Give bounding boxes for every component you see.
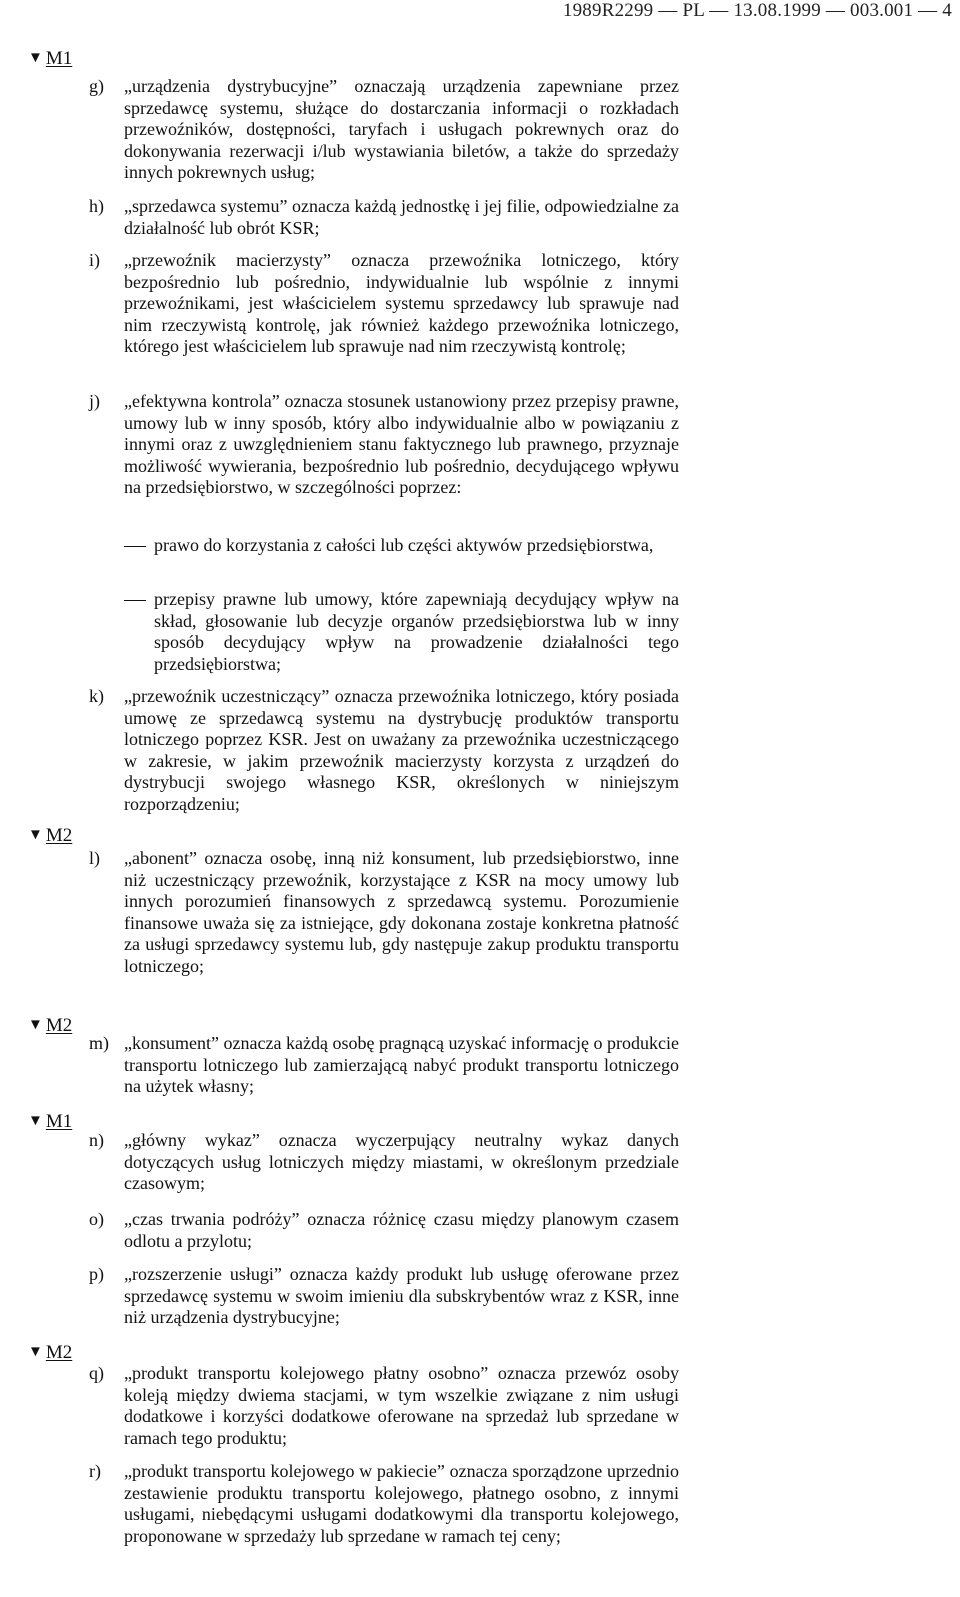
definition-item-p — [89, 1264, 679, 1329]
amendment-marker-m2[interactable] — [28, 1342, 72, 1364]
triangle-down-icon: ▼ — [28, 1113, 43, 1129]
item-text: „konsument” oznacza każdą osobę pragnącą uzyskać informację o produkcie transportu lotniczego lub zamierzającą nabyć produkt transportu lotniczego na użytek własny; — [124, 1033, 679, 1096]
item-letter: g) — [89, 76, 104, 96]
item-text: „rozszerzenie usługi” oznacza każdy produkt lub usługę oferowane przez sprzedawcę systemu w swoim imieniu dla subskrybentów wraz z KSR, inne niż urządzenia dystrybucyjne; — [124, 1264, 679, 1327]
amendment-marker-m1[interactable] — [28, 1111, 72, 1133]
definition-item-q — [89, 1363, 679, 1449]
triangle-down-icon: ▼ — [28, 1017, 43, 1033]
marker-label: M1 — [45, 48, 73, 69]
sub-item-text: przepisy prawne lub umowy, które zapewniają decydujący wpływ na skład, głosowanie lub decyzje organów przedsiębiorstwa lub w inny sposób decydujący wpływ na prowadzenie działalności tego przedsiębiorstwa; — [154, 589, 679, 674]
definition-item-m — [89, 1033, 679, 1098]
item-letter: p) — [89, 1264, 104, 1284]
marker-label: M2 — [45, 825, 73, 846]
item-text: „czas trwania podróży” oznacza różnicę czasu między planowym czasem odlotu a przylotu; — [124, 1209, 679, 1251]
definition-item-o — [89, 1209, 679, 1252]
triangle-down-icon: ▼ — [28, 50, 43, 66]
definition-item-g — [89, 76, 679, 184]
marker-label: M1 — [45, 1111, 73, 1132]
definition-item-j — [89, 391, 679, 499]
item-text: „abonent” oznacza osobę, inną niż konsument, lub przedsiębiorstwo, inne niż uczestniczący przewoźnik, korzystające z KSR na mocy umowy lub innych porozumień finansowych z sprzedawcą systemu. Porozumienie finansowe uważa się za istniejące, gdy dokonana zostaje konkretna płatność za usługi sprzedawcy systemu lub, gdy następuje zakup produktu transportu lotniczego; — [124, 848, 679, 976]
item-text: „produkt transportu kolejowego w pakiecie” oznacza sporządzone uprzednio zestawienie produktu transportu kolejowego, płatnego osobno, z innymi usługami, niebędącymi usługami dodatkowymi dla transportu kolejowego, proponowane w sprzedaży lub sprzedane w ramach tej ceny; — [124, 1461, 679, 1546]
item-letter: j) — [89, 391, 100, 411]
amendment-marker-m2[interactable] — [28, 825, 72, 847]
definition-item-i — [89, 250, 679, 358]
definition-item-h — [89, 196, 679, 239]
item-letter: o) — [89, 1209, 104, 1229]
item-letter: l) — [89, 848, 100, 868]
amendment-marker-m2[interactable] — [28, 1015, 72, 1037]
sub-item-text: prawo do korzystania z całości lub części aktywów przedsiębiorstwa, — [154, 535, 654, 555]
item-text: „urządzenia dystrybucyjne” oznaczają urządzenia zapewniane przez sprzedawcę systemu, służące do dostarczania informacji o rozkładach przewoźników, dostępności, taryfach i usługach pokrewnych oraz do dokonywania rezerwacji i/lub wystawiania biletów, a także do sprzedaży innych pokrewnych usług; — [124, 76, 679, 182]
item-letter: r) — [89, 1461, 101, 1481]
triangle-down-icon: ▼ — [28, 827, 43, 843]
sub-item-assets — [124, 535, 679, 557]
item-text: „produkt transportu kolejowego płatny osobno” oznacza przewóz osoby koleją między dwiema stacjami, w tym wszelkie związane z nim usługi dodatkowe i korzyści dodatkowe oferowane na sprzedaż lub sprzedane w ramach tego produktu; — [124, 1363, 679, 1448]
item-letter: n) — [89, 1130, 104, 1150]
marker-label: M2 — [45, 1342, 73, 1363]
definition-item-k — [89, 686, 679, 815]
definition-item-n — [89, 1130, 679, 1195]
item-text: „przewoźnik uczestniczący” oznacza przewoźnika lotniczego, który posiada umowę ze sprzedawcą systemu na dystrybucję produktów transportu lotniczego poprzez KSR. Jest on uważany za przewoźnika uczestniczącego w zakresie, w jakim przewoźnik macierzysty korzysta z urządzeń do dystrybucji swojego własnego KSR, określonych w niniejszym rozporządzeniu; — [124, 686, 679, 814]
item-text: „efektywna kontrola” oznacza stosunek ustanowiony przez przepisy prawne, umowy lub w inny sposób, który albo indywidualnie albo w powiązaniu z innymi oraz z uwzględnieniem stanu faktycznego lub prawnego, przyznaje możliwość wywierania, bezpośrednio lub pośrednio, decydującego wpływu na przedsiębiorstwo, w szczególności poprzez: — [124, 391, 679, 497]
item-letter: i) — [89, 250, 100, 270]
sub-item-control — [124, 589, 679, 675]
document-reference-header: 1989R2299 — PL — 13.08.1999 — 003.001 — 4 — [562, 0, 952, 21]
item-letter: k) — [89, 686, 104, 706]
item-text: „główny wykaz” oznacza wyczerpujący neutralny wykaz danych dotyczących usług lotniczych między miastami, w określonym przedziale czasowym; — [124, 1130, 679, 1193]
item-letter: m) — [89, 1033, 109, 1053]
marker-label: M2 — [45, 1015, 73, 1036]
item-text: „sprzedawca systemu” oznacza każdą jednostkę i jej filie, odpowiedzialne za działalność lub obrót KSR; — [124, 196, 679, 238]
definition-item-l — [89, 848, 679, 977]
triangle-down-icon: ▼ — [28, 1344, 43, 1360]
definition-item-r — [89, 1461, 679, 1547]
item-letter: q) — [89, 1363, 104, 1383]
item-letter: h) — [89, 196, 104, 216]
amendment-marker-m1[interactable] — [28, 48, 72, 70]
item-text: „przewoźnik macierzysty” oznacza przewoźnika lotniczego, który bezpośrednio lub pośrednio, indywidualnie lub wspólnie z innymi przewoźnikami, jest właścicielem systemu sprzedawcy lub sprawuje nad nim rzeczywistą kontrolę, jak również każdego przewoźnika lotniczego, którego jest właścicielem lub sprawuje nad nim rzeczywistą kontrolę; — [124, 250, 679, 356]
